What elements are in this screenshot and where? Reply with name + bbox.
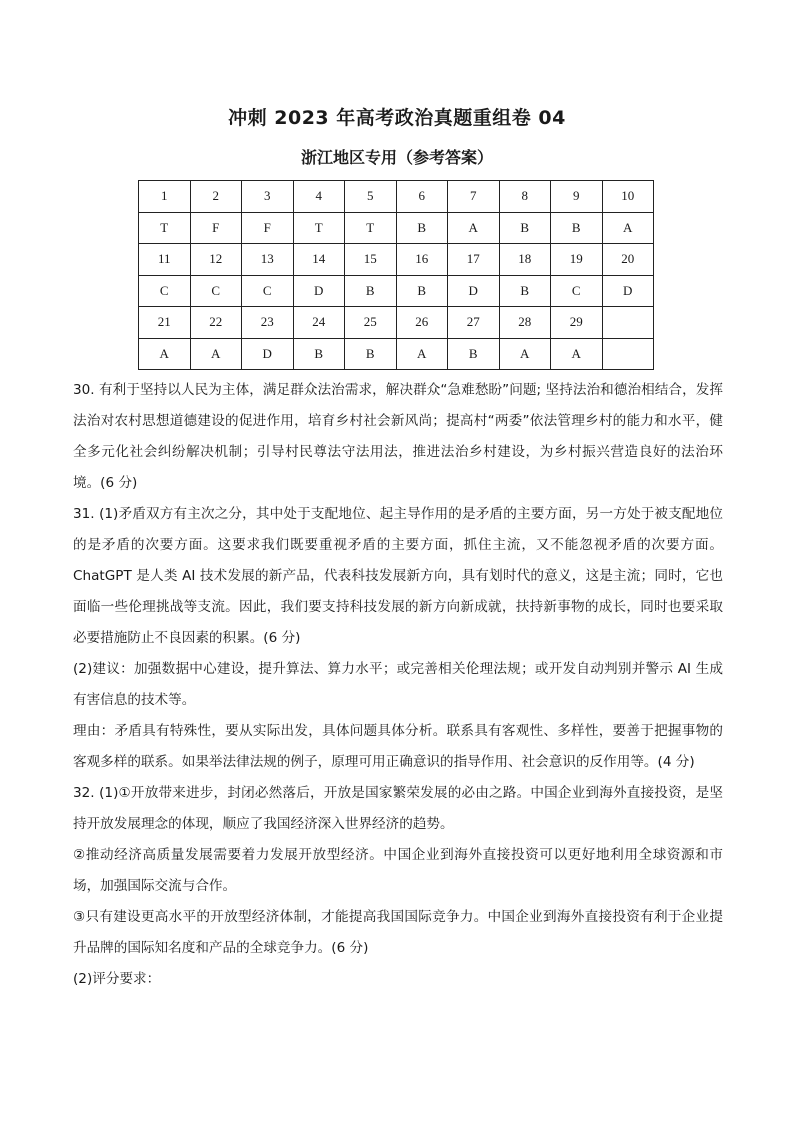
question-number-cell: 7 (448, 181, 500, 213)
question-number-cell: 16 (396, 244, 448, 276)
question-number-cell: 24 (293, 307, 345, 339)
answer-cell: T (293, 212, 345, 244)
answer-cell: T (139, 212, 191, 244)
question-number-cell: 11 (139, 244, 191, 276)
answer-31-2-suggestion: (2)建议：加强数据中心建设，提升算法、算力水平；或完善相关伦理法规；或开发自动判别并警示 AI 生成有害信息的技术等。 (73, 661, 723, 708)
question-number-cell: 28 (499, 307, 551, 339)
answer-text (73, 375, 723, 995)
answer-cell: B (345, 275, 397, 307)
question-number-cell: 12 (190, 244, 242, 276)
question-number-cell: 22 (190, 307, 242, 339)
answer-cell: A (139, 338, 191, 370)
page-title: 冲刺 2023 年高考政治真题重组卷 04 (228, 107, 566, 129)
answer-cell: F (190, 212, 242, 244)
answer-row (139, 338, 654, 370)
answer-cell: B (499, 275, 551, 307)
answer-30: 30. 有利于坚持以人民为主体，满足群众法治需求，解决群众“急难愁盼”问题; 坚持法治和德治相结合，发挥法治对农村思想道德建设的促进作用，培育乡村社会新风尚；提高村“两委”依法管理乡村的能力和水平，健全多元化社会纠纷解决机制；引导村民尊法守法用法，推进法治乡村建设，为乡村振兴营造良好的法治环境。(6 分) (73, 382, 723, 491)
answer-row (139, 212, 654, 244)
answer-32-1-point-1: 32. (1)①开放带来进步，封闭必然落后，开放是国家繁荣发展的必由之路。中国企业到海外直接投资，是坚持开放发展理念的体现，顺应了我国经济深入世界经济的趋势。 (73, 785, 723, 832)
answer-cell: A (551, 338, 603, 370)
answer-cell: A (190, 338, 242, 370)
question-number-cell: 17 (448, 244, 500, 276)
answer-cell: C (551, 275, 603, 307)
question-number-cell: 25 (345, 307, 397, 339)
question-number-cell: 13 (242, 244, 294, 276)
answer-table (138, 180, 654, 370)
question-number-cell: 27 (448, 307, 500, 339)
answer-cell: B (396, 212, 448, 244)
answer-cell: B (396, 275, 448, 307)
answer-cell: B (293, 338, 345, 370)
question-number-cell (602, 307, 654, 339)
answer-cell: B (551, 212, 603, 244)
answer-cell: C (139, 275, 191, 307)
question-number-row (139, 244, 654, 276)
question-number-cell: 15 (345, 244, 397, 276)
page-subtitle: 浙江地区专用（参考答案） (300, 148, 493, 167)
answer-cell: B (345, 338, 397, 370)
question-number-cell: 8 (499, 181, 551, 213)
answer-cell: F (242, 212, 294, 244)
answer-cell: D (448, 275, 500, 307)
question-number-cell: 1 (139, 181, 191, 213)
question-number-cell: 26 (396, 307, 448, 339)
answer-cell: A (499, 338, 551, 370)
question-number-cell: 19 (551, 244, 603, 276)
answer-cell: T (345, 212, 397, 244)
answer-cell: C (242, 275, 294, 307)
answer-cell: B (499, 212, 551, 244)
answer-cell: D (602, 275, 654, 307)
question-number-cell: 9 (551, 181, 603, 213)
answer-32-1-point-3: ③只有建设更高水平的开放型经济体制，才能提高我国国际竞争力。中国企业到海外直接投资有利于企业提升品牌的国际知名度和产品的全球竞争力。(6 分) (73, 909, 723, 956)
answer-cell: B (448, 338, 500, 370)
question-number-cell: 20 (602, 244, 654, 276)
answer-cell: D (293, 275, 345, 307)
answer-row (139, 275, 654, 307)
question-number-cell: 23 (242, 307, 294, 339)
question-number-cell: 18 (499, 244, 551, 276)
answer-31-2-reason: 理由：矛盾具有特殊性，要从实际出发，具体问题具体分析。联系具有客观性、多样性，要善于把握事物的客观多样的联系。如果举法律法规的例子，原理可用正确意识的指导作用、社会意识的反作用等。(4 分) (73, 723, 723, 770)
answer-32-1-point-2: ②推动经济高质量发展需要着力发展开放型经济。中国企业到海外直接投资可以更好地利用全球资源和市场，加强国际交流与合作。 (73, 847, 723, 894)
question-number-cell: 21 (139, 307, 191, 339)
question-number-row (139, 307, 654, 339)
question-number-cell: 29 (551, 307, 603, 339)
question-number-cell: 14 (293, 244, 345, 276)
answer-cell (602, 338, 654, 370)
question-number-cell: 6 (396, 181, 448, 213)
answer-cell: D (242, 338, 294, 370)
answer-cell: A (602, 212, 654, 244)
question-number-cell: 2 (190, 181, 242, 213)
answer-32-2: (2)评分要求： (73, 971, 161, 987)
answer-cell: A (396, 338, 448, 370)
answer-cell: C (190, 275, 242, 307)
answer-cell: A (448, 212, 500, 244)
question-number-cell: 5 (345, 181, 397, 213)
question-number-cell: 10 (602, 181, 654, 213)
question-number-cell: 3 (242, 181, 294, 213)
question-number-cell: 4 (293, 181, 345, 213)
question-number-row (139, 181, 654, 213)
answer-31-1: 31. (1)矛盾双方有主次之分，其中处于支配地位、起主导作用的是矛盾的主要方面，另一方处于被支配地位的是矛盾的次要方面。这要求我们既要重视矛盾的主要方面，抓住主流，又不能忽视矛盾的次要方面。ChatGPT 是人类 AI 技术发展的新产品，代表科技发展新方向，具有划时代的意义，这是主流；同时，它也面临一些伦理挑战等支流。因此，我们要支持科技发展的新方向新成就，扶持新事物的成长，同时也要采取必要措施防止不良因素的积累。(6 分) (73, 506, 723, 646)
